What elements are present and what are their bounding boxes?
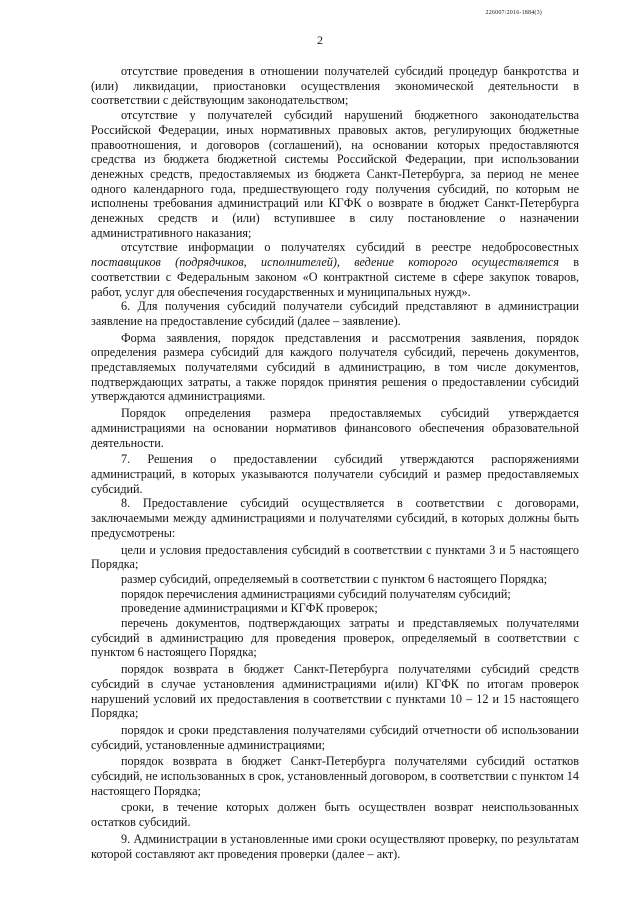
paragraph: порядок перечисления администрациями субсидий получателям субсидий;	[121, 586, 511, 601]
paragraph: Порядок определения размера предоставляемых субсидий утверждается администрациями на основании нормативов финансового обеспечения образовательной деятельности.	[91, 406, 579, 450]
paragraph-text: отсутствие информации о получателях субсидий в реестре недобросовестных	[121, 240, 579, 255]
document-body	[91, 64, 579, 861]
paragraph: 8. Предоставление субсидий осуществляется в соответствии с договорами, заключаемыми между администрациями и получателями субсидий, в которых должны быть предусмотрены:	[91, 496, 579, 540]
paragraph: 6. Для получения субсидий получатели субсидий представляют в администрации заявление на предоставление субсидий (далее – заявление).	[91, 299, 579, 328]
paragraph	[91, 240, 579, 299]
paragraph-text: в соответствии с Федеральным законом «О контрактной системе в сфере закупок товаров, работ, услуг для обеспечения государственных и муниципальных нужд».	[91, 255, 579, 299]
paragraph: порядок возврата в бюджет Санкт-Петербурга получателями субсидий остатков субсидий, не использованных в срок, установленный договором, в соответствии с пунктом 14 настоящего Порядка;	[91, 754, 579, 798]
paragraph: порядок и сроки представления получателями субсидий отчетности об использовании субсидий, установленные администрациями;	[91, 722, 579, 752]
italic-text: поставщиков (подрядчиков, исполнителей), ведение которого осуществляется	[91, 255, 559, 270]
paragraph: размер субсидий, определяемый в соответствии с пунктом 6 настоящего Порядка;	[121, 571, 548, 586]
paragraph: 7. Решения о предоставлении субсидий утверждаются распоряжениями администраций, в которых указываются получатели субсидий и размер предоставляемых субсидий.	[91, 452, 579, 496]
page-number: 2	[317, 33, 323, 47]
paragraph: сроки, в течение которых должен быть осуществлен возврат неиспользованных остатков субсидий.	[91, 800, 579, 830]
paragraph: цели и условия предоставления субсидий в соответствии с пунктами 3 и 5 настоящего Порядка;	[91, 542, 579, 572]
paragraph: отсутствие проведения в отношении получателей субсидий процедур банкротства и (или) ликвидации, приостановки осуществления экономической деятельности в соответствии с действующим законодательством;	[91, 64, 579, 108]
paragraph: порядок возврата в бюджет Санкт-Петербурга получателями субсидий средств субсидий в случае установления администрациями и(или) КГФК по итогам проверок нарушений условий их предоставления в соответствии с пунктами 10 – 12 и 15 настоящего Порядка;	[91, 662, 579, 721]
document-code: 226007/2016-1884(3)	[485, 10, 542, 16]
paragraph: отсутствие у получателей субсидий нарушений бюджетного законодательства Российской Федерации, иных нормативных правовых актов, регулирующих бюджетные правоотношения, и договоров (соглашений), на основании которых предоставляются средства из бюджета бюджетной системы Российской Федерации, при использовании денежных средств, предоставляемых из бюджета Санкт-Петербурга, за период не менее одного календарного года, предшествующего году получения субсидий, по которым не исполнены требования администраций или КГФК о возврате в бюджет Санкт-Петербурга денежных средств и (или) вступившее в силу постановление о назначении административного наказания;	[91, 108, 579, 240]
paragraph: проведение администрациями и КГФК проверок;	[121, 601, 378, 616]
paragraph: 9. Администрации в установленные ими сроки осуществляют проверку, по результатам которой составляют акт проведения проверки (далее – акт).	[91, 831, 579, 861]
paragraph: Форма заявления, порядок представления и рассмотрения заявления, порядок определения размера субсидий для каждого получателя субсидий, перечень документов, представляемых получателями субсидий в администрацию, в том числе документов, подтверждающих затраты, а также порядок принятия решения о предоставлении субсидий утверждаются администрациями.	[91, 330, 579, 404]
paragraph: перечень документов, подтверждающих затраты и представляемых получателями субсидий в администрацию для проведения проверок, определяемый в соответствии с пунктом 6 настоящего Порядка;	[91, 616, 579, 660]
